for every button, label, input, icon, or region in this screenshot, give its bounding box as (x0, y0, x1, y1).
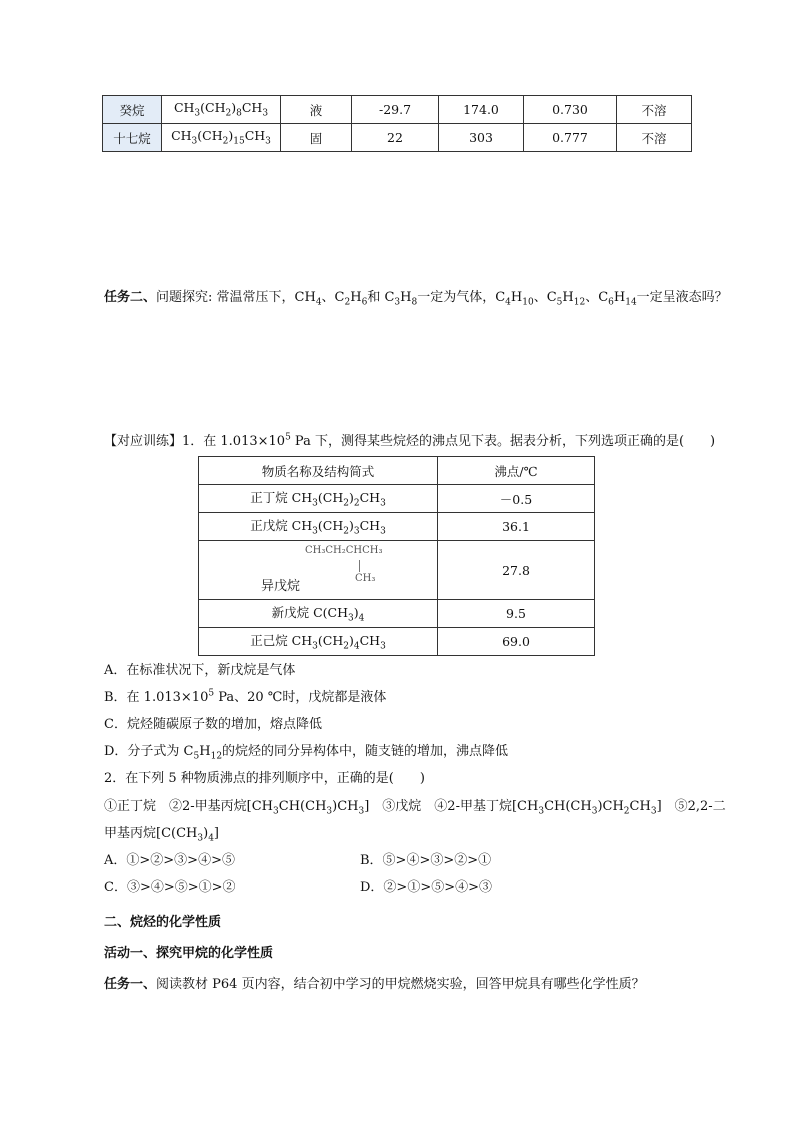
compound-cell: 正戊烷 $CH_3(CH_2)_3CH_3$ (199, 513, 438, 541)
state-cell: 固 (281, 124, 352, 152)
boiling-point-table (198, 456, 595, 656)
alkane-name-cell: 十七烷 (103, 124, 162, 152)
alkane-name-cell: 癸烷 (103, 96, 162, 124)
q2-option-a: A．①>②>③>④>⑤ (104, 853, 235, 868)
compound-cell: 正己烷 $CH_3(CH_2)_4CH_3$ (199, 628, 438, 656)
table-row (199, 628, 595, 656)
compound-cell (199, 541, 438, 600)
bond-line (359, 560, 360, 572)
option-d: D．分子式为 $C_5H_{12}$的烷烃的同分异构体中，随支链的增加，沸点降低 (104, 744, 509, 762)
table-row (103, 124, 692, 152)
option-a: A．在标准状况下，新戊烷是气体 (104, 663, 296, 678)
alkane-properties-table (102, 95, 692, 152)
q2-items-line1: ①正丁烷 ②2-甲基丙烷$[CH_3CH(CH_3)CH_3]$ ③戊烷 ④2-甲基丁烷$[CH_3CH(CH_3)CH_2CH_3]$ ⑤2,2-二 (104, 799, 726, 817)
table-header-row (199, 457, 595, 485)
section-heading: 二、烷烃的化学性质 (104, 915, 222, 930)
task1-question: 任务一、阅读教材 P64 页内容，结合初中学习的甲烷燃烧实验，回答甲烷具有哪些化学性质？ (104, 977, 645, 992)
boiling-point-cell: 174.0 (439, 96, 524, 124)
solubility-cell: 不溶 (617, 96, 692, 124)
task2-question: 任务二、问题探究: 常温常压下，$CH_4$、$C_2H_6$和 $C_3H_8$一定为气体，$C_4H_{10}$、$C_5H_{12}$、$C_6H_{14}$一定呈液态吗？ (104, 290, 728, 308)
boiling-point-cell: 303 (439, 124, 524, 152)
header-name: 物质名称及结构简式 (199, 457, 438, 485)
activity-heading: 活动一、探究甲烷的化学性质 (104, 946, 274, 961)
bp-cell: 69.0 (438, 628, 595, 656)
option-b: B．在 $1.013\times 10^5$ Pa、20 ℃时，戊烷都是液体 (104, 688, 387, 705)
exercise-q2: 2．在下列 5 种物质沸点的排列顺序中，正确的是( ) (104, 771, 425, 786)
formula-cell: $CH_3(CH_2)_{15}CH_3$ (162, 124, 281, 152)
q2-option-b: B．⑤>④>③>②>① (360, 853, 492, 868)
bp-cell: 9.5 (438, 600, 595, 628)
solubility-cell: 不溶 (617, 124, 692, 152)
header-bp: 沸点/℃ (438, 457, 595, 485)
melting-point-cell: 22 (352, 124, 439, 152)
density-cell: 0.730 (524, 96, 617, 124)
compound-cell: 正丁烷 $CH_3(CH_2)_2CH_3$ (199, 485, 438, 513)
table-row (103, 96, 692, 124)
table-row (199, 485, 595, 513)
melting-point-cell: -29.7 (352, 96, 439, 124)
q2-option-d: D．②>①>⑤>④>③ (360, 880, 492, 895)
state-cell: 液 (281, 96, 352, 124)
option-c: C．烷烃随碳原子数的增加，熔点降低 (104, 717, 322, 732)
compound-cell: 新戊烷 $C(CH_3)_4$ (199, 600, 438, 628)
density-cell: 0.777 (524, 124, 617, 152)
table-row (199, 600, 595, 628)
q2-option-c: C．③>④>⑤>①>② (104, 880, 236, 895)
bp-cell: 27.8 (438, 541, 595, 600)
table-row (199, 541, 595, 600)
isopentane-structure: CH₃CH₂CHCH₃ CH₃ 异戊烷 (261, 545, 383, 594)
q2-items-line2: 甲基丙烷$[C(CH_3)_4]$ (104, 826, 219, 844)
formula-cell: $CH_3(CH_2)_8CH_3$ (162, 96, 281, 124)
table-row (199, 513, 595, 541)
bp-cell: －0.5 (438, 485, 595, 513)
exercise-q1: 【对应训练】1．在 $1.013\times 10^5$ Pa 下，测得某些烷烃的沸点见下表。据表分析，下列选项正确的是( ) (104, 432, 716, 449)
bp-cell: 36.1 (438, 513, 595, 541)
